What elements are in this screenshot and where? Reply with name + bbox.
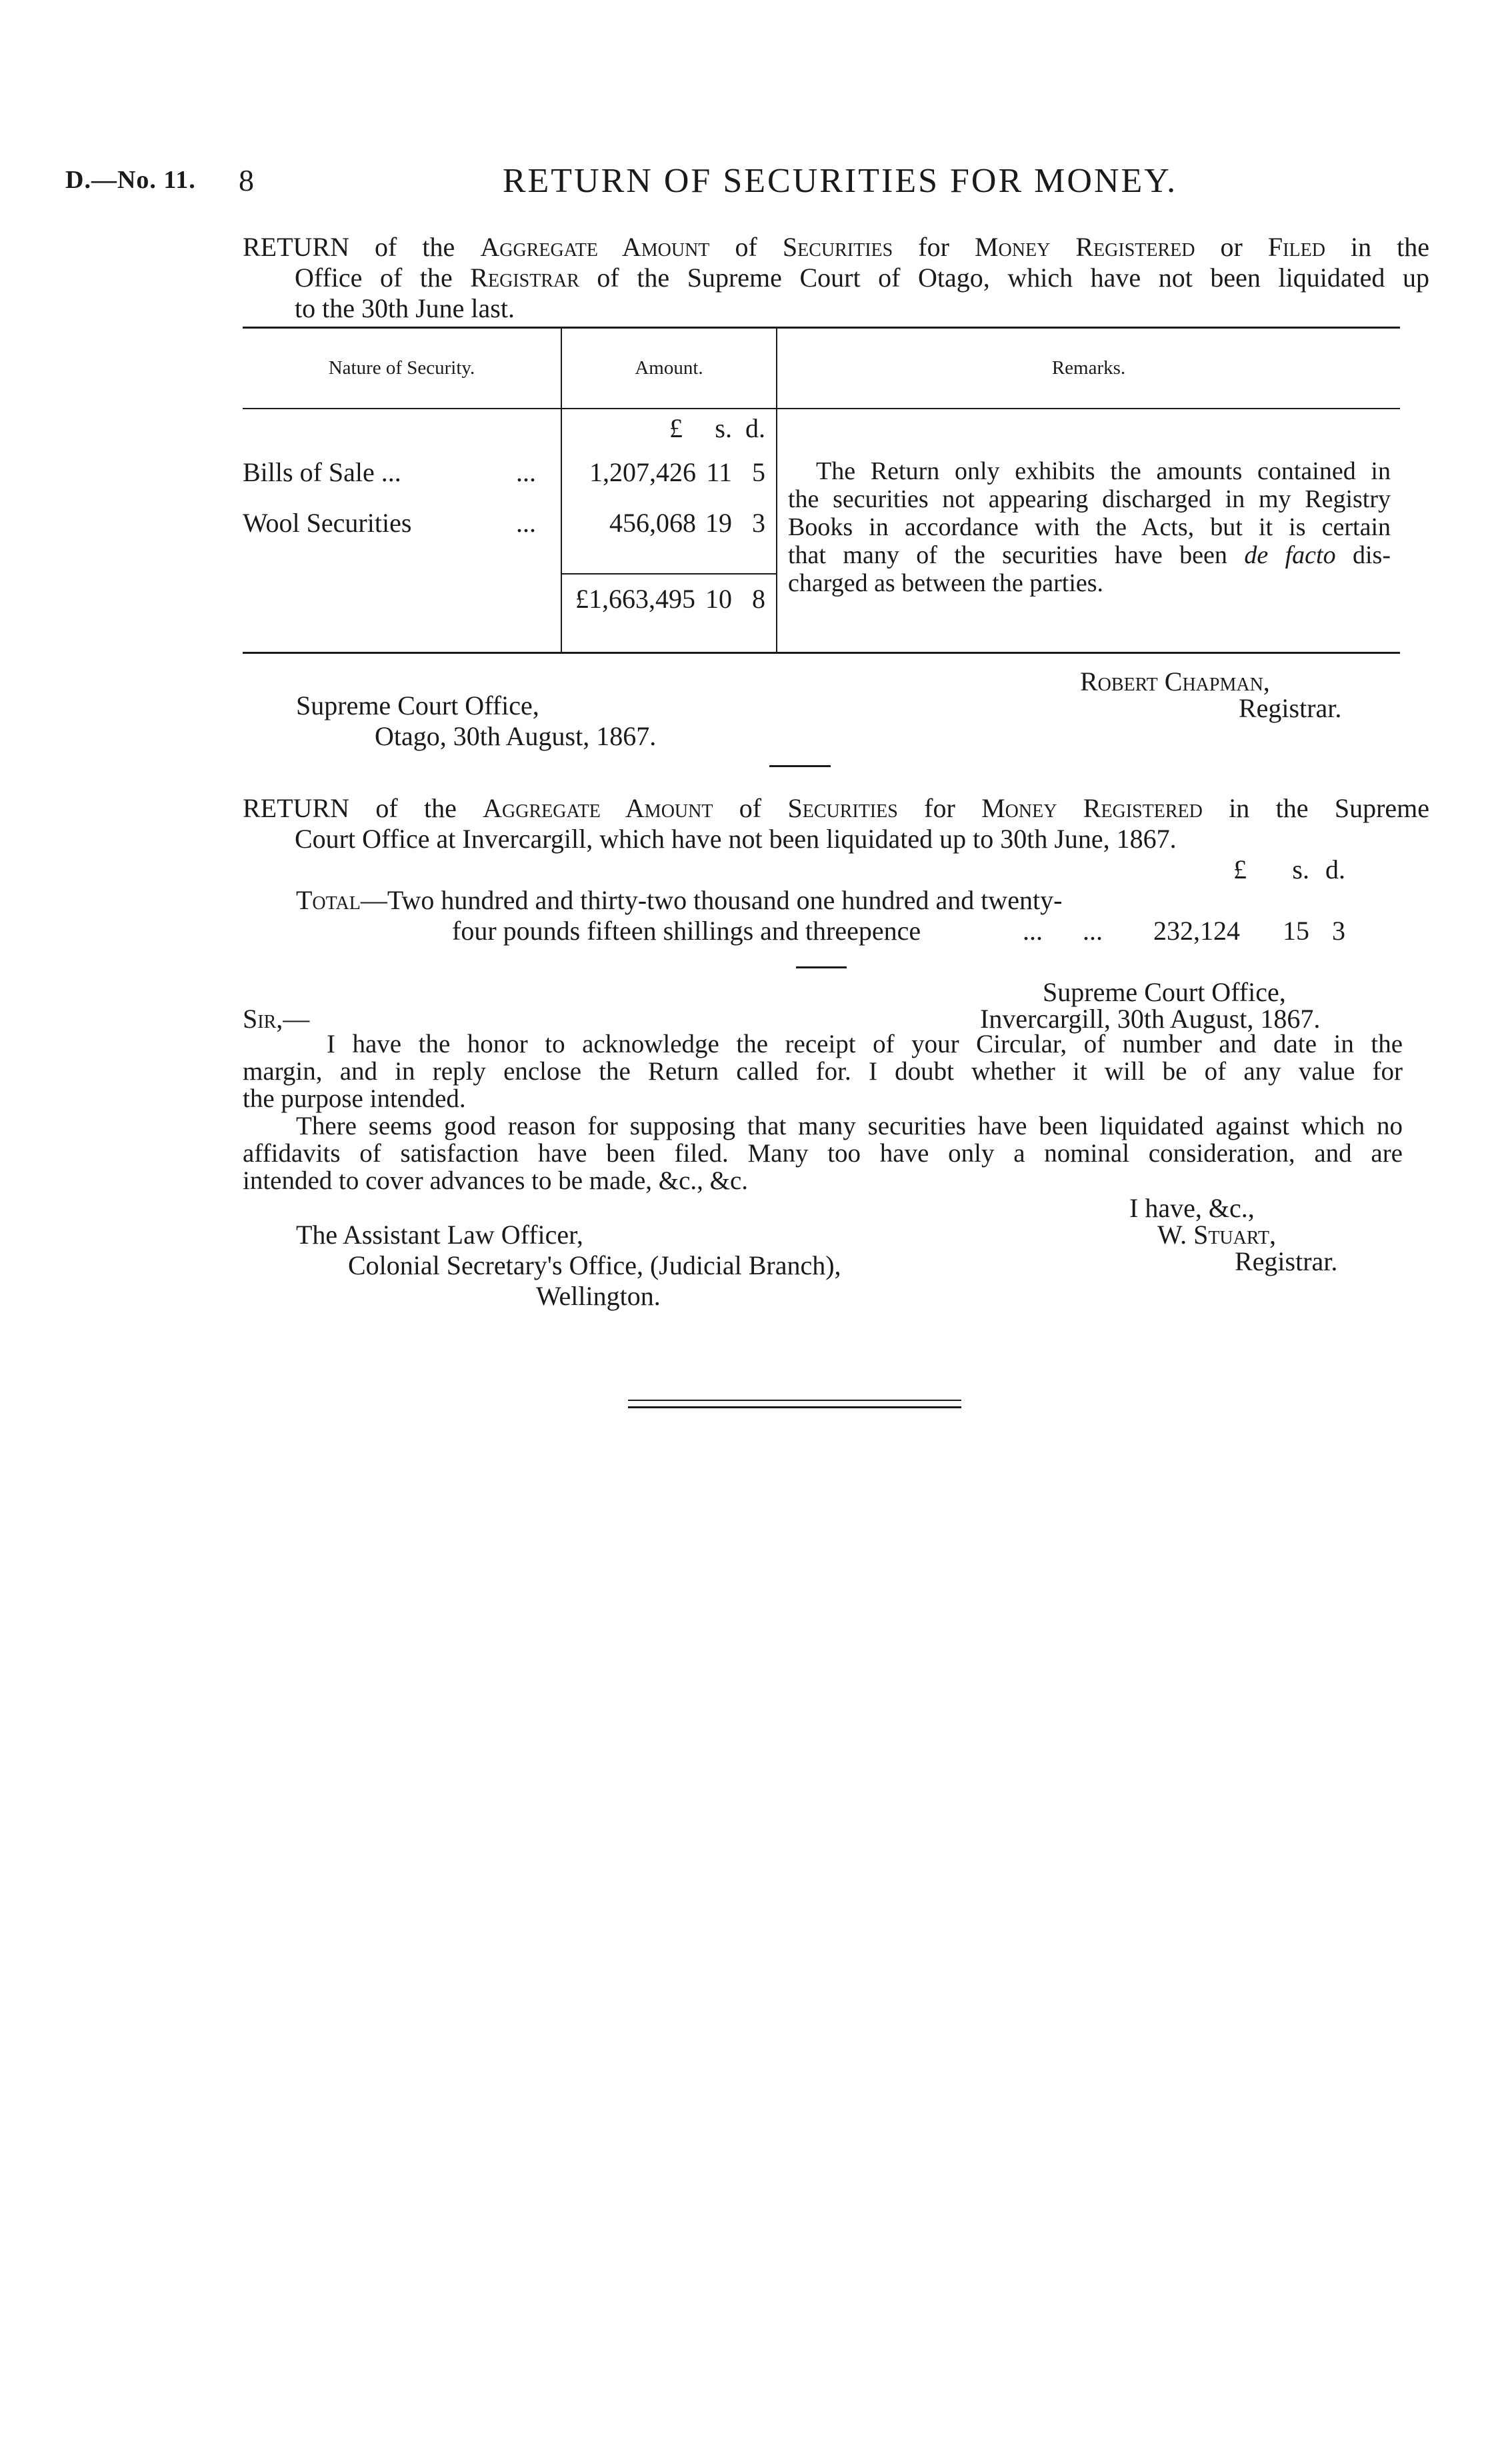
total-line-2: four pounds fifteen shillings and threepence bbox=[452, 916, 921, 946]
column-header-remarks: Remarks. bbox=[1051, 357, 1126, 379]
total-shillings: 10 bbox=[705, 584, 732, 614]
total-rule bbox=[561, 573, 777, 575]
letter-salutation: Sir,— bbox=[243, 1004, 310, 1034]
total-pounds: 232,124 bbox=[1153, 916, 1240, 946]
table-row bbox=[243, 457, 776, 488]
table-total-row bbox=[562, 584, 776, 615]
section-divider bbox=[796, 966, 847, 968]
otago-securities-table bbox=[243, 327, 1400, 653]
column-header-amount: Amount. bbox=[635, 357, 703, 379]
body-line: I have the honor to acknowledge the receipt of your Circular, of number and date in the bbox=[327, 1030, 1403, 1058]
body-line: There seems good reason for supposing that many securities have been liquidated against which no bbox=[296, 1112, 1403, 1140]
intro-line-3: to the 30th June last. bbox=[295, 293, 515, 323]
total-dots: ... ... bbox=[1023, 916, 1103, 946]
remarks-line: the securities not appearing discharged in my Registry bbox=[788, 485, 1391, 513]
remarks-line: charged as between the parties. bbox=[788, 569, 1104, 597]
table-header-rule bbox=[243, 408, 1400, 409]
table-top-rule bbox=[243, 327, 1400, 329]
remarks-text bbox=[788, 457, 1391, 597]
otago-return-intro bbox=[243, 232, 1429, 324]
letter-signer: W. Stuart, bbox=[1157, 1220, 1276, 1250]
row-shillings: 19 bbox=[705, 508, 732, 538]
page-number: 8 bbox=[239, 163, 254, 197]
otago-signer: Robert Chapman, bbox=[1080, 666, 1270, 696]
pence-head: d. bbox=[745, 413, 765, 443]
letter-date: Invercargill, 30th August, 1867. bbox=[980, 1004, 1321, 1034]
invercargill-total bbox=[296, 885, 1363, 946]
total-shillings: 15 bbox=[1283, 916, 1309, 946]
letter-office: Supreme Court Office, bbox=[1043, 977, 1286, 1007]
intro-line-1: RETURN of the Aggregate Amount of Securities for Money Registered in the Supreme bbox=[243, 793, 1430, 823]
intro-line-1: RETURN of the Aggregate Amount of Securities for Money Registered or Filed in the bbox=[243, 232, 1430, 262]
total-label: Total bbox=[296, 885, 361, 915]
letter-closing: I have, &c., bbox=[1129, 1193, 1255, 1223]
remarks-line-mixed bbox=[788, 541, 1391, 569]
column-header-nature: Nature of Security. bbox=[328, 357, 475, 379]
row-shillings: 11 bbox=[706, 457, 732, 487]
remarks-italic: de facto bbox=[1244, 541, 1336, 569]
invercargill-return-intro bbox=[243, 793, 1429, 854]
row-pence: 3 bbox=[752, 508, 765, 538]
page-title: RETURN OF SECURITIES FOR MONEY. bbox=[502, 162, 1178, 200]
row-nature: Wool Securities bbox=[243, 508, 412, 538]
otago-signer-title: Registrar. bbox=[1239, 693, 1342, 723]
body-line: the purpose intended. bbox=[243, 1084, 466, 1113]
body-line: intended to cover advances to be made, &c., &c. bbox=[243, 1166, 749, 1195]
place-line-2: Otago, 30th August, 1867. bbox=[375, 721, 657, 751]
document-reference: D.—No. 11. bbox=[65, 166, 196, 194]
pence-head: d. bbox=[1325, 854, 1345, 884]
remarks-fragment: dis- bbox=[1335, 541, 1391, 569]
addressee-line-1: The Assistant Law Officer, bbox=[296, 1220, 583, 1250]
intro-line-2: Court Office at Invercargill, which have not been liquidated up to 30th June, 1867. bbox=[295, 824, 1177, 854]
end-rule-top bbox=[628, 1400, 961, 1401]
row-pounds: 456,068 bbox=[609, 508, 696, 538]
row-nature: Bills of Sale ... bbox=[243, 457, 401, 487]
total-pence: 3 bbox=[1332, 916, 1345, 946]
total-line-1 bbox=[296, 885, 1062, 916]
shillings-head: s. bbox=[715, 413, 732, 443]
table-row bbox=[243, 508, 776, 539]
remarks-fragment: that many of the securities have been bbox=[788, 541, 1245, 569]
intro-line-2: Office of the Registrar of the Supreme Court of Otago, which have not been liquidated up bbox=[295, 263, 1429, 293]
row-dots: ... bbox=[516, 508, 536, 538]
page-header bbox=[0, 0, 1496, 213]
row-dots: ... bbox=[516, 457, 536, 487]
pounds-symbol: £ bbox=[669, 413, 683, 443]
place-line-1: Supreme Court Office, bbox=[296, 690, 539, 720]
row-pounds: 1,207,426 bbox=[589, 457, 696, 487]
total-pence: 8 bbox=[752, 584, 765, 614]
pounds-symbol: £ bbox=[1233, 854, 1247, 884]
addressee-line-2: Colonial Secretary's Office, (Judicial Branch), bbox=[348, 1250, 841, 1280]
otago-place bbox=[296, 690, 656, 752]
addressee-line-3: Wellington. bbox=[536, 1281, 661, 1311]
invercargill-currency-head bbox=[1173, 854, 1360, 885]
letter-body bbox=[243, 1030, 1403, 1194]
table-bottom-rule bbox=[243, 652, 1400, 654]
row-pence: 5 bbox=[752, 457, 765, 487]
remarks-line: Books in accordance with the Acts, but it is certain bbox=[788, 513, 1391, 541]
body-line: margin, and in reply enclose the Return called for. I doubt whether it will be of any value for bbox=[243, 1057, 1403, 1086]
shillings-head: s. bbox=[1292, 854, 1309, 884]
letter-signer-title: Registrar. bbox=[1235, 1246, 1338, 1276]
total-text: —Two hundred and thirty-two thousand one hundred and twenty- bbox=[360, 885, 1063, 915]
end-rule-bottom bbox=[628, 1406, 961, 1408]
letter-addressee bbox=[296, 1220, 841, 1312]
total-pounds: £1,663,495 bbox=[575, 584, 695, 614]
section-divider bbox=[769, 765, 831, 767]
body-line: affidavits of satisfaction have been filed. Many too have only a nominal consideration, and are bbox=[243, 1139, 1403, 1168]
remarks-line: The Return only exhibits the amounts contained in bbox=[816, 457, 1391, 485]
